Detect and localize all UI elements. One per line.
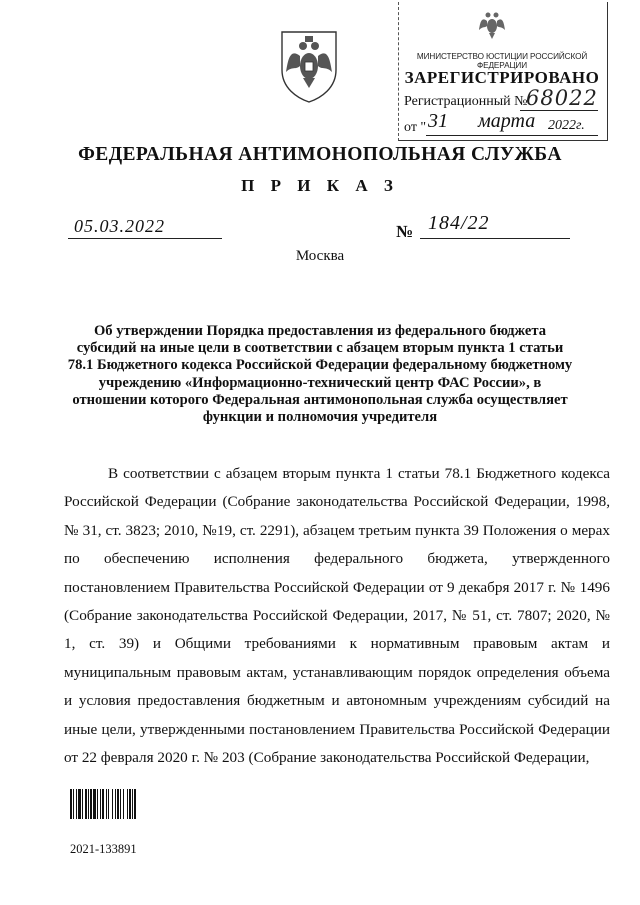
city: Москва [295,248,345,264]
order-title: Об утверждении Порядка предоставления из федерального бюджета субсидий на иные цели в соответствии с абзацем вторым пункта 1 статьи 78.1 Бюджетного кодекса Российской Федерации федеральному бюджетному учреждению «Информационно-технический центр ФАС России», в отношении которого Федеральная антимонопольная служба осуществляет функции и полномочия учредителя [67,323,573,426]
stamp-ministry-name: МИНИСТЕРСТВО ЮСТИЦИИ РОССИЙСКОЙ ФЕДЕРАЦИИ [416,52,588,70]
stamp-registered-label: ЗАРЕГИСТРИРОВАНО [404,68,600,87]
stamp-registration-label: Регистрационный № [404,94,528,109]
date-underline [68,238,222,239]
stamp-registration-number: 68022 [526,86,598,110]
order-number-sign: № [396,222,414,241]
stamp-from-label: от " [404,120,427,135]
coat-of-arms-icon [276,26,342,104]
agency-name: ФЕДЕРАЛЬНАЯ АНТИМОНОПОЛЬНАЯ СЛУЖБА [78,144,562,165]
stamp-month: марта [478,110,536,132]
stamp-year: 2022г. [548,118,585,133]
stamp-coat-of-arms-icon [478,8,506,42]
body-paragraph: В соответствии с абзацем вторым пункта 1 статьи 78.1 Бюджетного кодекса Российской Федерации (Собрание законодательства Российской Федерации, 1998, № 31, ст. 3823; 2010, №19, ст. 2291), абзацем третьим пункта 39 Положения о мерах по обеспечению исполнения федерального бюджета, утвержденного постановлением Правительства Российской Федерации от 9 декабря 2017 г. № 1496 (Собрание законодательства Российской Федерации, 2017, № 51, ст. 7807; 2020, № 1, ст. 39) и Общими требованиями к нормативным правовым актам и муниципальным правовым актам, устанавливающим порядок определения объема и условия предоставления бюджетным и автономным учреждениям субсидий на иные цели, утвержденными постановлением Правительства Российской Федерации от 22 февраля 2020 г. № 203 (Собрание законодательства Российской Федерации, [64,465,610,767]
order-date: 05.03.2022 [74,216,165,236]
number-underline [420,238,570,239]
document-type: П Р И К А З [241,176,399,195]
stamp-date-underline [426,135,598,136]
barcode-icon [70,789,166,819]
stamp-day: 31 [428,110,448,132]
order-number: 184/22 [428,212,490,234]
document-id: 2021-133891 [70,842,137,856]
